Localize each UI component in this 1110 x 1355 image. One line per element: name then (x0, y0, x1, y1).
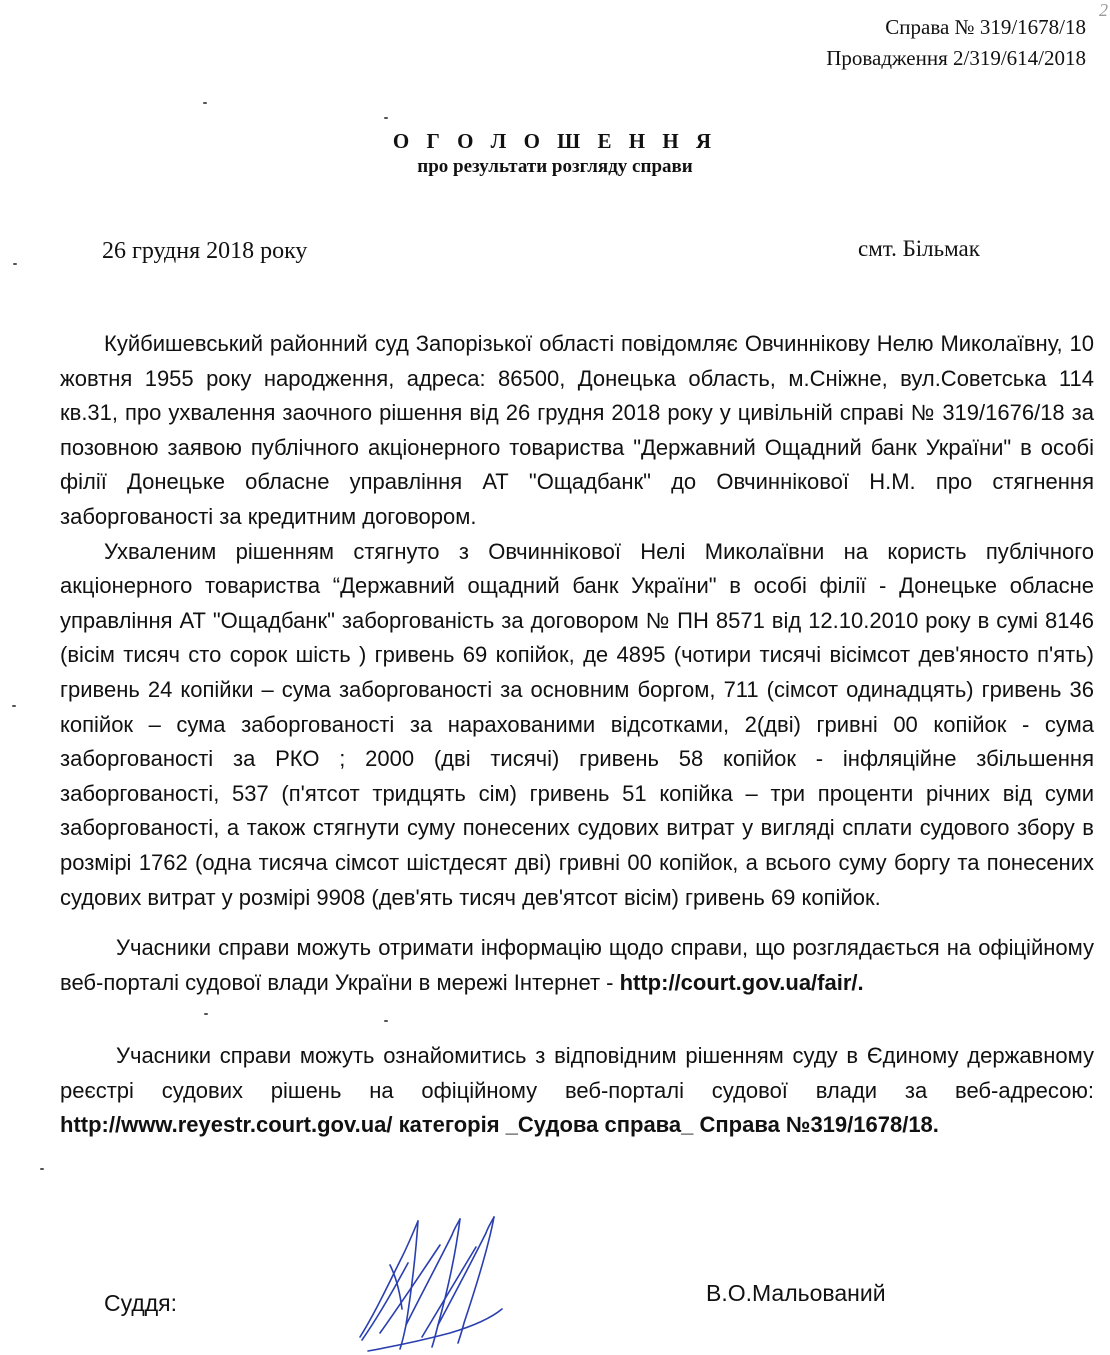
paragraph-registry-text: Учасники справи можуть ознайомитись з відповідним рішенням суду в Єдиному державному реєстрі судових рішень на офіційному веб-порталі судової влади за веб-адресою: (60, 1043, 1094, 1103)
scan-speck (12, 705, 16, 707)
judge-label: Суддя: (104, 1290, 178, 1316)
notice-place: смт. Більмак (858, 236, 980, 261)
case-number: Справа № 319/1678/18 (885, 15, 1086, 39)
paragraph-info-text: Учасники справи можуть отримати інформацію щодо справи, що розглядається на офіційному веб-порталі судової влади України в мережі Інтернет - (60, 935, 1094, 995)
handwritten-signature (350, 1205, 510, 1355)
scan-speck (384, 1020, 388, 1022)
paragraph-registry-block (60, 1039, 1094, 1143)
notice-title: О Г О Л О Ш Е Н Н Я (392, 129, 718, 153)
notice-body (60, 327, 1094, 915)
notice-subtitle: про результати розгляду справи (417, 156, 693, 177)
paragraph-registry (60, 1039, 1094, 1143)
scan-speck (203, 102, 207, 104)
paragraph-notification: Куйбишевський районний суд Запорізької області повідомляє Овчиннікову Нелю Миколаївну, 10 жовтня 1955 року народження, адреса: 86500, Донецька область, м.Сніжне, вул.Советська 114 кв.31, про ухвалення заочного рішення від 26 грудня 2018 року у цивільній справі № 319/1676/18 за позовною заявою публічного акціонерного товариства "Державний Ощадний банк України" в особі філії Донецьке обласне управління АТ "Ощадбанк" до Овчиннікової Н.М. про стягнення заборгованості за кредитним договором. (60, 331, 1094, 529)
scan-speck (13, 263, 17, 265)
page-corner-mark: 2 (1099, 0, 1108, 20)
registry-link[interactable]: http://www.reyestr.court.gov.ua/ (60, 1112, 393, 1138)
judge-name: В.О.Мальований (706, 1280, 886, 1306)
notice-heading (0, 128, 1110, 180)
court-portal-link[interactable]: http://court.gov.ua/fair/. (619, 969, 864, 995)
scan-speck (40, 1168, 44, 1170)
case-reference-block (826, 12, 1086, 74)
notice-date: 26 грудня 2018 року (102, 238, 308, 264)
paragraph-info-block (60, 931, 1094, 1000)
proceedings-number: Провадження 2/319/614/2018 (826, 46, 1086, 70)
paragraph-info (60, 931, 1094, 1000)
registry-category: категорія _Судова справа_ Справа №319/1678/18. (392, 1112, 939, 1138)
scan-speck (384, 117, 388, 119)
scan-speck (204, 1013, 208, 1015)
paragraph-judgment: Ухваленим рішенням стягнуто з Овчиннікової Нелі Миколаївни на користь публічного акціонерного товариства “Державний ощадний банк України" в особі філії - Донецьке обласне управління АТ "Ощадбанк" заборгованість за договором № ПН 8571 від 12.10.2010 року в сумі 8146 (вісім тисяч сто сорок шість ) гривень 69 копійок, де 4895 (чотири тисячі вісімсот дев'яносто п'ять) гривень 24 копійки – сума заборгованості за основним боргом, 711 (сімсот одинадцять) гривень 36 копійок – сума заборгованості за нарахованими відсотками, 2(дві) гривні 00 копійок - сума заборгованості за РКО ; 2000 (дві тисячі) гривень 58 копійок - інфляційне збільшення заборгованості, 537 (п'ятсот тридцять сім) гривень 51 копійка – три проценти річних від суми заборгованості, а також стягнути суму понесених судових витрат у вигляді сплати судового збору в розмірі 1762 (одна тисяча сімсот шістдесят дві) гривні 00 копійок, а всього суму боргу та понесених судових витрат у розмірі 9908 (дев'ять тисяч дев'ятсот вісім) гривень 69 копійок. (60, 538, 1094, 910)
